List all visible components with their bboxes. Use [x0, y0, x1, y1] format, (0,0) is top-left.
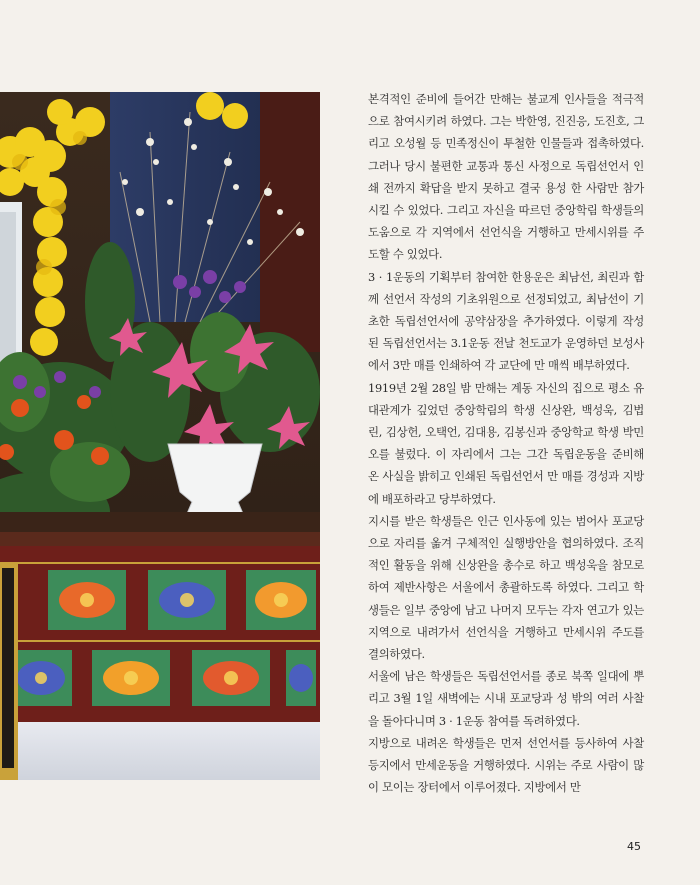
page-number: 45: [627, 840, 641, 853]
paragraph: 지시를 받은 학생들은 인근 인사동에 있는 범어사 포교당으로 자리를 옮겨 구체적인 실행방안을 협의하였다. 조직적인 활동을 위해 신상완을 총수로 하고 백성욱을 참모로 하여 제반사항은 서울에서 총괄하도록 하였다. 그리고 학생들은 일부 중앙에 남고 나머지 모두는 각자 연고가 있는 지역으로 내려가서 선언식을 거행하고 만세시위 주도를 결의하였다.: [368, 513, 644, 662]
paragraph: 1919년 2월 28일 밤 만해는 계동 자신의 집으로 평소 유대관계가 깊었던 중앙학림의 학생 신상완, 백성욱, 김법린, 김상헌, 오택언, 김대용, 김봉신과 중앙학교 학생 박민오를 불렀다. 이 자리에서 그는 그간 독립운동을 준비해 온 사실을 밝히고 인쇄된 독립선언서 만 매를 경성과 지방에 배포하라고 당부하였다.: [368, 380, 644, 506]
paragraph: 서울에 남은 학생들은 독립선언서를 종로 북쪽 일대에 뿌리고 3월 1일 새벽에는 시내 포교당과 성 밖의 여러 사찰을 돌아다니며 3 · 1운동 참여를 독려하였다.: [368, 669, 644, 728]
paragraph: 3 · 1운동의 기획부터 참여한 한용운은 최남선, 최린과 함께 선언서 작성의 기초위원으로 선정되었고, 최남선이 기초한 독립선언서에 공약삼장을 추가하였다. 이렇게 작성된 독립선언서는 3.1운동 전날 천도교가 운영하던 보성사에서 3만 매를 인쇄하여 각 교단에 만 매씩 배부하였다.: [368, 269, 644, 373]
body-text-column: [368, 88, 644, 799]
memorial-altar-photo: [0, 92, 320, 780]
paragraph: 본격적인 준비에 들어간 만해는 불교계 인사들을 적극적으로 참여시키려 하였다. 그는 박한영, 진진응, 도진호, 그리고 오성월 등 민족정신이 투철한 인물들과 접촉하였다. 그러나 당시 불편한 교통과 통신 사정으로 독립선언서 인쇄 전까지 확답을 받지 못하고 결국 용성 한 사람만 참가시킬 수 있었다. 그리고 자신을 따르던 중앙학림 학생들의 도움으로 각 지역에서 선언식을 거행하고 만세시위를 주도할 수 있었다.: [368, 92, 644, 262]
paragraph: 지방으로 내려온 학생들은 먼저 선언서를 등사하여 사찰 등지에서 만세운동을 거행하였다. 시위는 주로 사람이 많이 모이는 장터에서 이루어졌다. 지방에서 만: [368, 735, 644, 795]
